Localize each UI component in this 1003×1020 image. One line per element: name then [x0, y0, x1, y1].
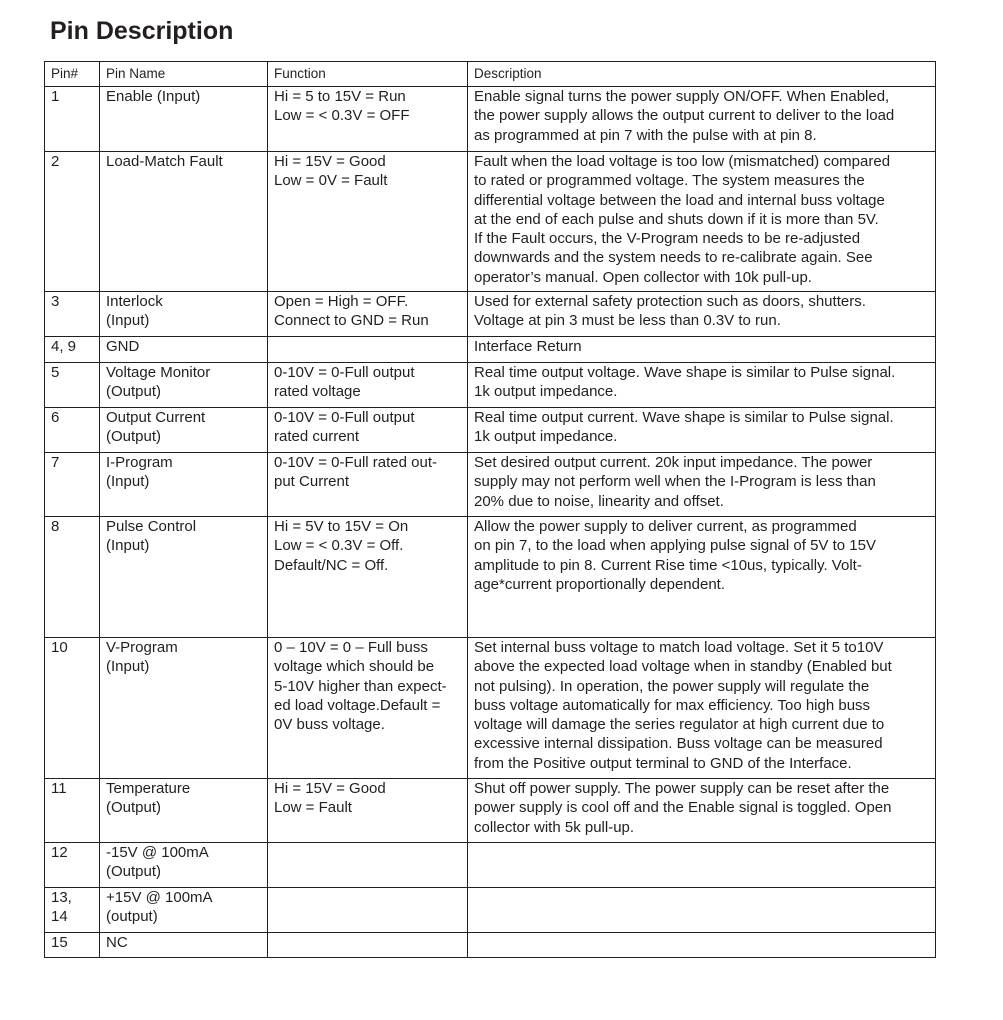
pin-function-cell: 0-10V = 0-Full rated out- put Current: [268, 453, 468, 517]
column-header-name: Pin Name: [100, 62, 268, 87]
table-row: [45, 292, 936, 337]
table-row: [45, 87, 936, 152]
table-row: [45, 638, 936, 779]
pin-description-cell: Shut off power supply. The power supply can be reset after the power supply is cool off and the Enable signal is toggled. Open collector with 5k pull-up.: [468, 779, 936, 843]
table-row: [45, 337, 936, 363]
column-header-pin: Pin#: [45, 62, 100, 87]
table-row: [45, 363, 936, 408]
pin-function-cell: Hi = 15V = Good Low = 0V = Fault: [268, 152, 468, 292]
pin-description-cell: [468, 933, 936, 958]
pin-name-cell: +15V @ 100mA (output): [100, 888, 268, 933]
pin-description-cell: [468, 843, 936, 888]
pin-description-cell: [468, 888, 936, 933]
pin-function-cell: [268, 888, 468, 933]
pin-name-cell: Temperature (Output): [100, 779, 268, 843]
column-header-function: Function: [268, 62, 468, 87]
pin-number-cell: 6: [45, 408, 100, 453]
page-title: Pin Description: [50, 17, 234, 45]
pin-function-cell: 0-10V = 0-Full output rated current: [268, 408, 468, 453]
pin-description-table: [44, 61, 936, 958]
pin-number-cell: 13, 14: [45, 888, 100, 933]
pin-number-cell: 4, 9: [45, 337, 100, 363]
pin-description-cell: Set desired output current. 20k input impedance. The power supply may not perform well when the I-Program is less than 20% due to noise, linearity and offset.: [468, 453, 936, 517]
table-row: [45, 517, 936, 638]
pin-description-cell: Allow the power supply to deliver current, as programmed on pin 7, to the load when applying pulse signal of 5V to 15V amplitude to pin 8. Current Rise time <10us, typically. Volt- age*current proportionally dependent.: [468, 517, 936, 638]
pin-function-cell: [268, 337, 468, 363]
pin-function-cell: 0-10V = 0-Full output rated voltage: [268, 363, 468, 408]
pin-name-cell: NC: [100, 933, 268, 958]
pin-description-cell: Interface Return: [468, 337, 936, 363]
pin-function-cell: [268, 843, 468, 888]
table-row: [45, 933, 936, 958]
pin-name-cell: Enable (Input): [100, 87, 268, 152]
table-row: [45, 453, 936, 517]
pin-name-cell: -15V @ 100mA (Output): [100, 843, 268, 888]
pin-description-cell: Real time output voltage. Wave shape is similar to Pulse signal. 1k output impedance.: [468, 363, 936, 408]
pin-function-cell: Hi = 5V to 15V = On Low = < 0.3V = Off. Default/NC = Off.: [268, 517, 468, 638]
pin-number-cell: 10: [45, 638, 100, 779]
pin-number-cell: 2: [45, 152, 100, 292]
pin-number-cell: 7: [45, 453, 100, 517]
pin-description-cell: Set internal buss voltage to match load voltage. Set it 5 to10V above the expected load voltage when in standby (Enabled but not pulsing). In operation, the power supply will regulate the buss voltage automatically for max efficiency. Too high buss voltage will damage the series regulator at high current due to excessive internal dissipation. Buss voltage can be measured from the Positive output terminal to GND of the Interface.: [468, 638, 936, 779]
pin-description-cell: Real time output current. Wave shape is similar to Pulse signal. 1k output impedance.: [468, 408, 936, 453]
pin-name-cell: GND: [100, 337, 268, 363]
pin-name-cell: I-Program (Input): [100, 453, 268, 517]
pin-function-cell: Hi = 5 to 15V = Run Low = < 0.3V = OFF: [268, 87, 468, 152]
pin-description-cell: Fault when the load voltage is too low (mismatched) compared to rated or programmed voltage. The system measures the differential voltage between the load and internal buss voltage at the end of each pulse and shuts down if it is more than 5V. If the Fault occurs, the V-Program needs to be re-adjusted downwards and the system needs to re-calibrate again. See operator’s manual. Open collector with 10k pull-up.: [468, 152, 936, 292]
pin-name-cell: Pulse Control (Input): [100, 517, 268, 638]
table-row: [45, 888, 936, 933]
table-row: [45, 843, 936, 888]
table-row: [45, 779, 936, 843]
table-row: [45, 152, 936, 292]
pin-number-cell: 12: [45, 843, 100, 888]
pin-name-cell: Output Current (Output): [100, 408, 268, 453]
pin-function-cell: Hi = 15V = Good Low = Fault: [268, 779, 468, 843]
pin-function-cell: [268, 933, 468, 958]
pin-name-cell: Voltage Monitor (Output): [100, 363, 268, 408]
pin-description-cell: Enable signal turns the power supply ON/OFF. When Enabled, the power supply allows the output current to deliver to the load as programmed at pin 7 with the pulse with at pin 8.: [468, 87, 936, 152]
pin-number-cell: 11: [45, 779, 100, 843]
table-header-row: [45, 62, 936, 87]
pin-function-cell: 0 – 10V = 0 – Full buss voltage which should be 5-10V higher than expect- ed load voltage.Default = 0V buss voltage.: [268, 638, 468, 779]
table-row: [45, 408, 936, 453]
pin-number-cell: 5: [45, 363, 100, 408]
pin-number-cell: 15: [45, 933, 100, 958]
pin-number-cell: 1: [45, 87, 100, 152]
pin-description-cell: Used for external safety protection such as doors, shutters. Voltage at pin 3 must be less than 0.3V to run.: [468, 292, 936, 337]
pin-number-cell: 8: [45, 517, 100, 638]
column-header-description: Description: [468, 62, 936, 87]
pin-name-cell: Interlock (Input): [100, 292, 268, 337]
pin-number-cell: 3: [45, 292, 100, 337]
pin-function-cell: Open = High = OFF. Connect to GND = Run: [268, 292, 468, 337]
pin-name-cell: Load-Match Fault: [100, 152, 268, 292]
pin-name-cell: V-Program (Input): [100, 638, 268, 779]
